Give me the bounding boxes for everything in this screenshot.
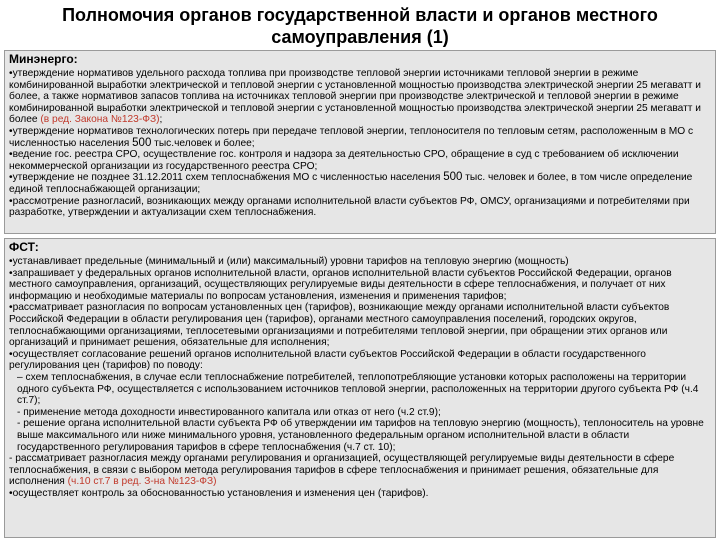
minenergo-item [9,172,711,195]
item-text: тыс.человек и более; [151,137,255,149]
title-line-2: самоуправления (1) [271,27,449,47]
item-text: - решение органа исполнительной власти субъекта РФ об утверждении им тарифов на тепловую энергию (мощность), теплоноситель на уровне выше максимального или ниже минимального уровня, установленного федеральным органом исполнительной власти в области государственного регулирования тарифов в сфере теплоснабжения (ч.7 ст. 10); [17,418,704,453]
minenergo-item [9,126,711,149]
item-text: •ведение гос. реестра СРО, осуществление гос. контроля и надзора за деятельностью СРО, обращение в суд с требованием об исключении некоммерческой организации из государственного реестра СРО; [9,149,679,172]
minenergo-panel [4,50,716,234]
item-text: •утверждение нормативов технологических потерь при передаче тепловой энергии, теплоносителя по тепловым сетям, расположенным в МО с численностью населения [9,125,694,149]
item-text: •утверждение нормативов удельного расхода топлива при производстве тепловой энергии источниками тепловой энергии в режиме комбинированной выработки электрической и тепловой энергии с установленной мощностью производства электрической энергии 25 мегаватт и более, а также нормативов запасов топлива на источниках тепловой энергии при производстве электрической и тепловой энергии в режиме комбинированной выработки электрической и тепловой энергии с установленной мощностью производства электрической энергии 25 мегаватт и более [9,68,701,126]
fst-item [9,256,711,268]
title-line-1: Полномочия органов государственной власти и органов местного [62,5,658,25]
item-text: •устанавливает предельные (минимальный и (или) максимальный) уровни тарифов на тепловую энергию (мощность) [9,256,569,267]
item-text: •утверждение не позднее 31.12.2011 схем теплоснабжения МО с численностью населения [9,172,444,184]
item-text: •запрашивает у федеральных органов исполнительной власти, органов исполнительной власти субъектов Российской Федерации, органов местного самоуправления, организаций, осуществляющих регулируемые виды деятельности в сфере теплоснабжения, и получает от них информацию и необходимые материалы по вопросам установления, изменения и применения тарифов; [9,267,672,302]
minenergo-item [9,68,711,126]
fst-item [9,349,711,372]
item-text: •осуществляет контроль за обоснованностью установления и изменения цен (тарифов). [9,487,429,499]
item-text: тыс. человек и более, в том числе определение единой теплоснабжающей организации; [9,172,693,195]
page-title [0,0,720,50]
item-tail: ; [159,114,163,126]
item-text: - применение метода доходности инвестированного капитала или отказ от него (ч.2 ст.9); [17,406,441,418]
law-reference: (в ред. Закона №123-ФЗ) [40,114,160,126]
fst-item [9,268,711,303]
fst-subitem [9,418,711,453]
item-text: •рассмотрение разногласий, возникающих между органами исполнительной власти субъектов РФ, ОМСУ, организациями и потребителями при разработке, утверждении и актуализации схем теплоснабжения. [9,195,690,219]
minenergo-item [9,149,711,172]
minenergo-item [9,196,711,219]
fst-heading: ФСТ: [9,240,39,254]
fst-item [9,302,711,348]
item-number: 500 [132,136,152,149]
item-text: - рассматривает разногласия между органами регулирования и организацией, осуществляющей регулируемые виды деятельности в сфере теплоснабжения, в связи с выбором метода регулирования тарифов в сфере теплоснабжения и принимает решения, обязательные для исполнения [9,453,675,488]
fst-item [9,453,711,488]
item-text: •рассматривает разногласия по вопросам установленных цен (тарифов), возникающие между органами исполнительной власти субъектов Российской Федерации в области регулирования цен (тарифов), органами местного самоуправления поселений, городских округов, теплоснабжающими организациями, теплосетевыми организациями и потребителями тепловой энергии, при обращении этих органов или организаций и принимает решения, обязательные для исполнения; [9,302,670,349]
fst-item [9,488,711,500]
item-number: 500 [443,171,463,184]
item-text: •осуществляет согласование решений органов исполнительной власти субъектов Российской Федерации в области государственного регулирования цен (тарифов) по поводу: [9,348,646,372]
minenergo-heading: Минэнерго: [9,52,78,66]
law-reference: (ч.10 ст.7 в ред. З-на №123-ФЗ) [67,476,217,488]
fst-panel [4,238,716,538]
fst-subitem [9,372,711,407]
fst-subitem [9,407,711,419]
item-text: – схем теплоснабжения, в случае если теплоснабжение потребителей, теплопотребляющие установки которых расположены на территории одного субъекта РФ, осуществляется с использованием источников тепловой энергии, расположенных на территории другого субъекта РФ (ч.4 ст.7); [17,371,699,407]
